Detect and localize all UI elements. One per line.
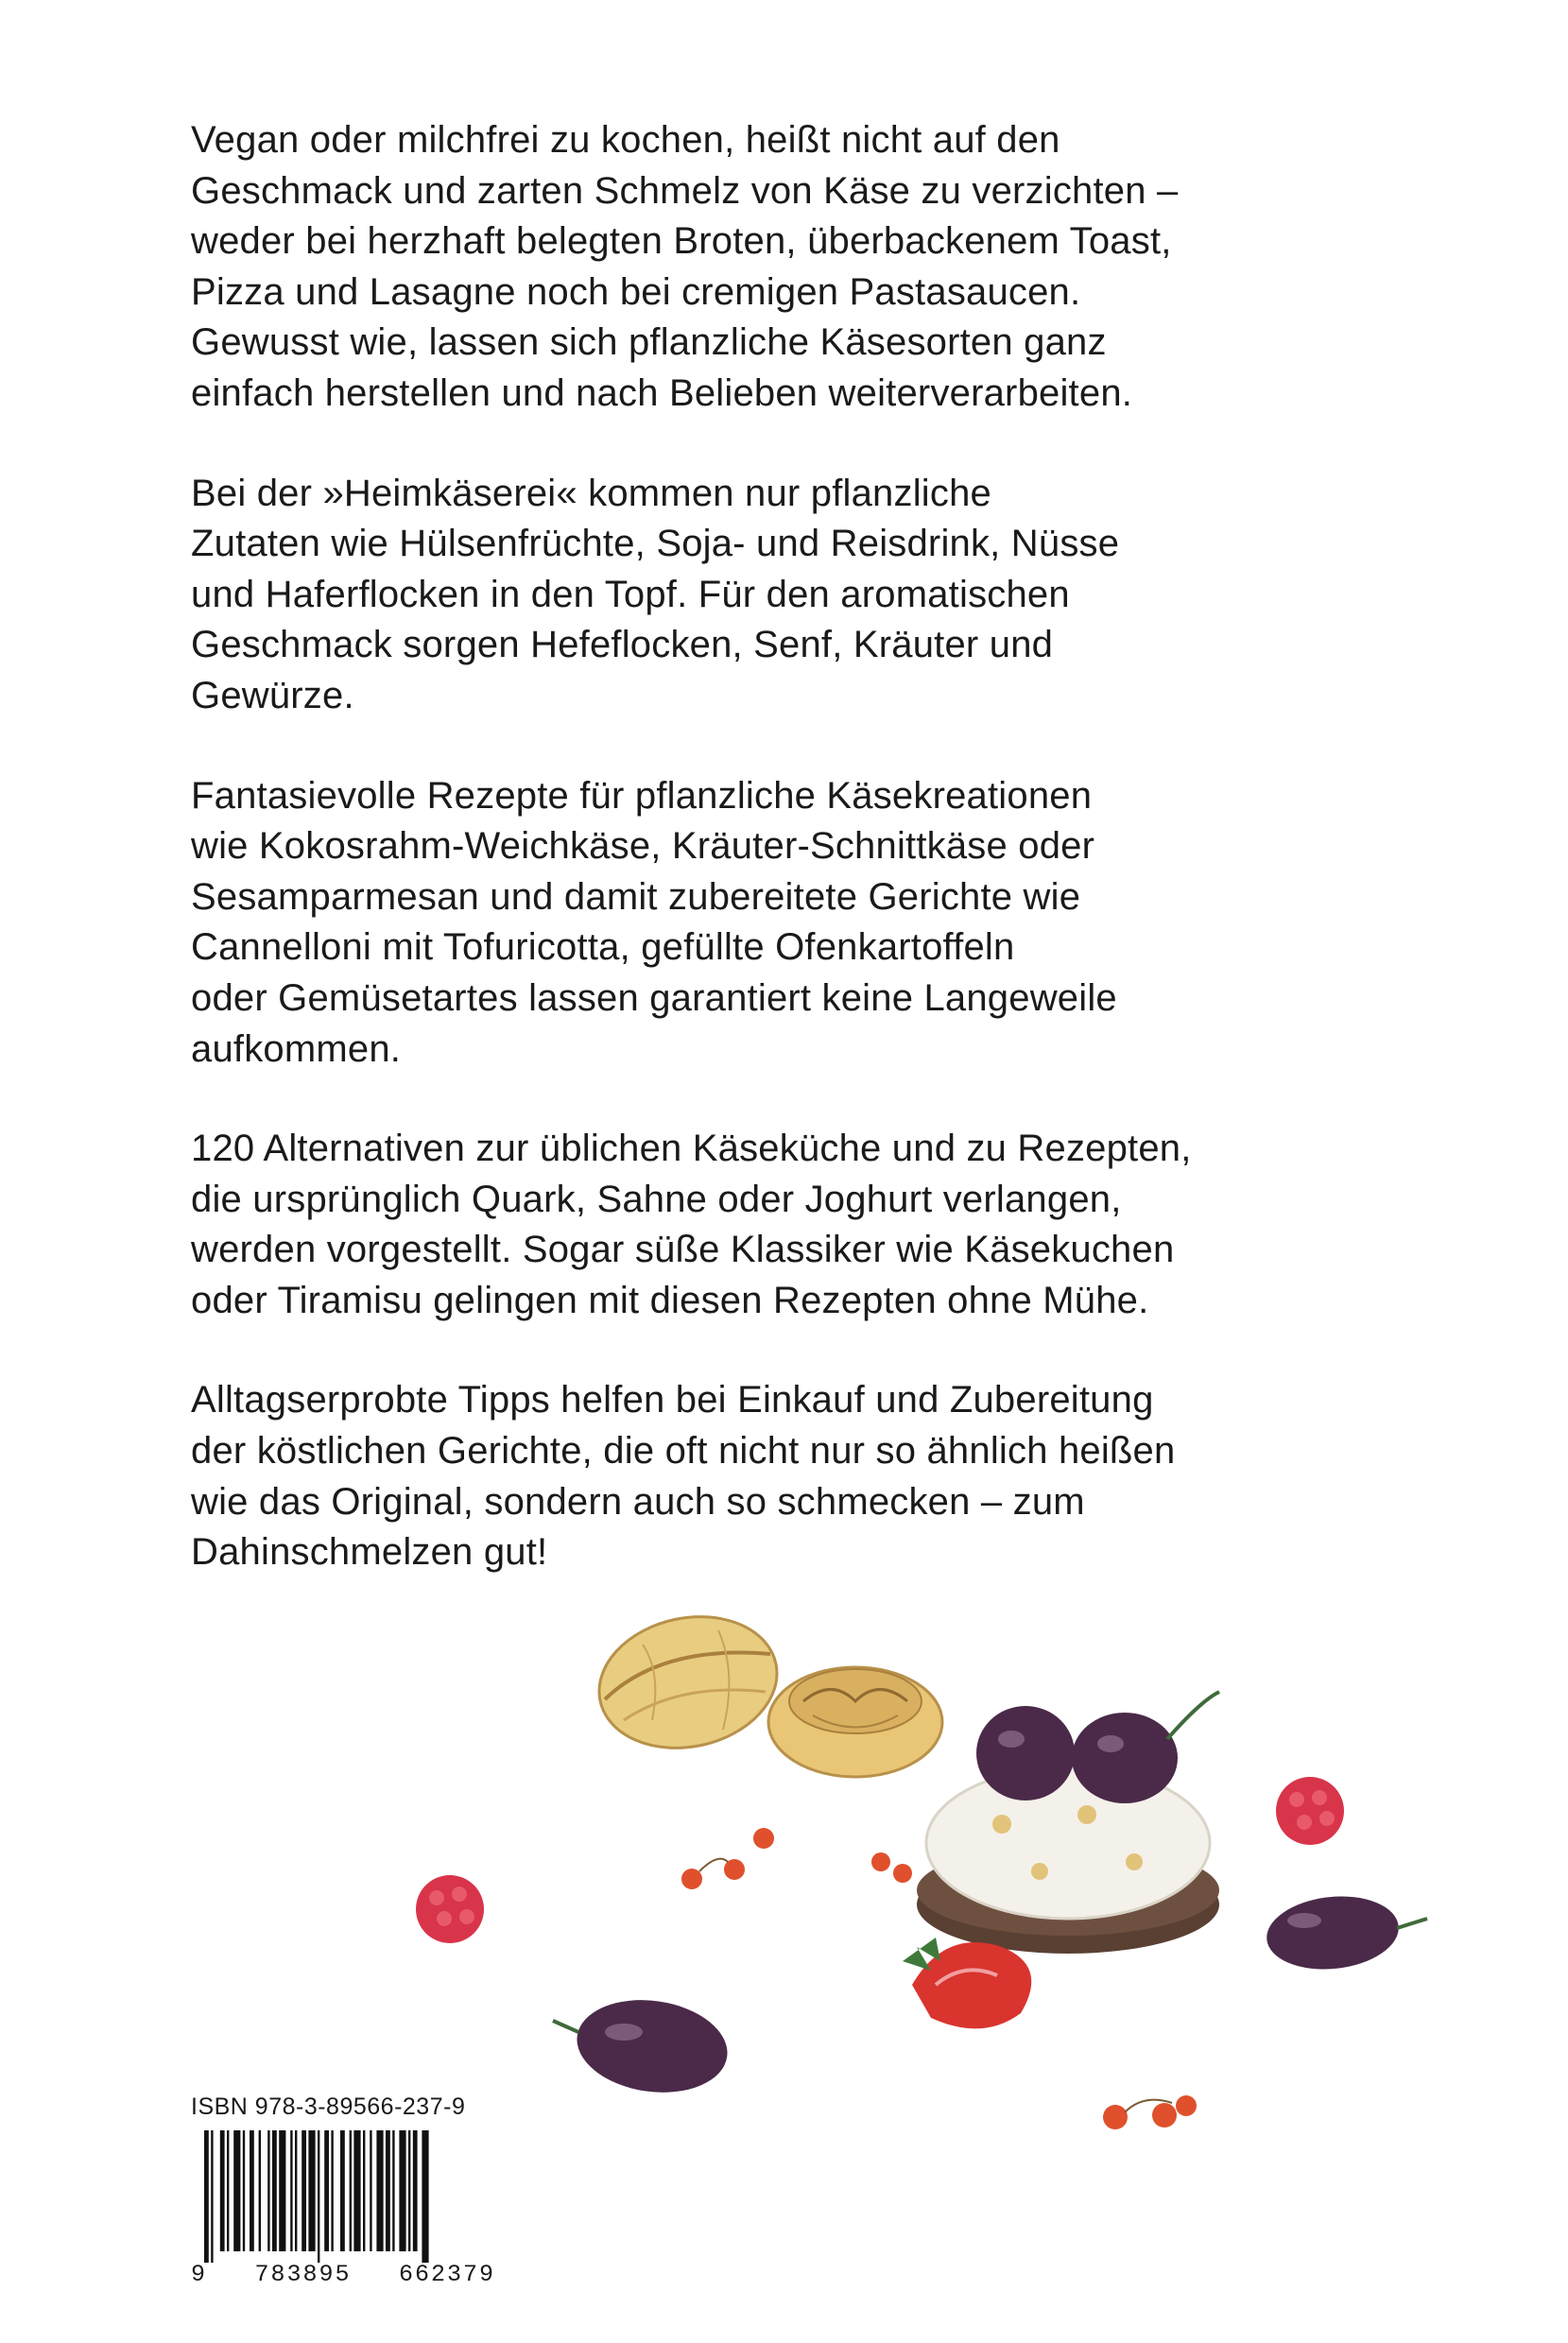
blurb-text [191, 115, 1420, 1628]
barcode-bar [220, 2130, 225, 2251]
text-line: Vegan oder milchfrei zu kochen, heißt nicht auf den [191, 119, 1060, 161]
barcode-bar [279, 2130, 285, 2251]
text-line: werden vorgestellt. Sogar süße Klassiker wie Käsekuchen [191, 1229, 1175, 1271]
barcode-bar [363, 2130, 365, 2251]
plum-bottom [553, 1990, 733, 2101]
text-line: und Haferflocken in den Topf. Für den aromatischen [191, 573, 1070, 615]
isbn-block [191, 2093, 503, 2288]
barcode-bar [408, 2130, 410, 2251]
barcode-bar [386, 2130, 390, 2251]
text-line: weder bei herzhaft belegten Broten, überbackenem Toast, [191, 220, 1172, 263]
paragraph-2 [191, 469, 1420, 722]
raspberry-right [1276, 1777, 1344, 1845]
barcode-bar [370, 2130, 371, 2251]
barcode-bar [295, 2130, 297, 2251]
text-line: aufkommen. [191, 1027, 402, 1070]
strawberry [903, 1938, 1031, 2028]
barcode-bar [243, 2130, 245, 2251]
text-line: oder Tiramisu gelingen mit diesen Rezepten ohne Mühe. [191, 1279, 1149, 1321]
isbn-number: ISBN 978-3-89566-237-9 [191, 2093, 466, 2120]
barcode-bar [331, 2130, 333, 2251]
text-line: der köstlichen Gerichte, die oft nicht nur so ähnlich heißen [191, 1430, 1176, 1473]
barcode-digit-group: 9 [191, 2261, 208, 2288]
barcode-bar [392, 2130, 394, 2251]
text-line: Sesamparmesan und damit zubereitete Gerichte wie [191, 875, 1081, 918]
barcode-bar [267, 2130, 269, 2251]
text-line: die ursprünglich Quark, Sahne oder Joghurt verlangen, [191, 1178, 1122, 1220]
barcode-bar [376, 2130, 383, 2251]
cheesecake-tart [917, 1692, 1219, 1954]
text-line: Geschmack und zarten Schmelz von Käse zu verzichten – [191, 169, 1179, 212]
barcode-bar [353, 2130, 360, 2251]
barcode-bar [290, 2130, 292, 2251]
barcode-bar [340, 2130, 345, 2251]
barcode-digit-group: 662379 [398, 2261, 495, 2288]
barcode [191, 2130, 495, 2263]
text-line: Zutaten wie Hülsenfrüchte, Soja- und Reisdrink, Nüsse [191, 523, 1120, 565]
barcode-bar [233, 2130, 240, 2251]
barcode-bar [318, 2130, 319, 2263]
barcode-bar [250, 2130, 254, 2251]
paragraph-1 [191, 115, 1420, 420]
text-line: Gewürze. [191, 674, 354, 716]
text-line: oder Gemüsetartes lassen garantiert keine Langeweile [191, 976, 1117, 1019]
barcode-bar [399, 2130, 405, 2251]
text-line: wie das Original, sondern auch so schmecken – zum [191, 1480, 1085, 1523]
plum-right [1263, 1890, 1427, 1975]
orange-berries-left [681, 1828, 912, 1889]
barcode-bar [259, 2130, 261, 2251]
text-line: Gewusst wie, lassen sich pflanzliche Käsesorten ganz [191, 321, 1107, 364]
text-line: Cannelloni mit Tofuricotta, gefüllte Ofenkartoffeln [191, 926, 1015, 969]
text-line: Bei der »Heimkäserei« kommen nur pflanzliche [191, 472, 991, 514]
barcode-digit-group: 783895 [254, 2261, 352, 2288]
paragraph-5 [191, 1375, 1420, 1577]
text-line: Alltagserprobte Tipps helfen bei Einkauf und Zubereitung [191, 1379, 1154, 1421]
text-line: Pizza und Lasagne noch bei cremigen Pastasaucen. [191, 270, 1081, 313]
text-line: wie Kokosrahm-Weichkäse, Kräuter-Schnittkäse oder [191, 825, 1095, 868]
barcode-bar [211, 2130, 213, 2263]
barcode-bar [350, 2130, 352, 2251]
walnut-half [768, 1667, 942, 1777]
text-line: Fantasievolle Rezepte für pflanzliche Käsekreationen [191, 774, 1093, 817]
barcode-bar [204, 2130, 209, 2263]
barcode-bar [413, 2130, 418, 2251]
text-line: 120 Alternativen zur üblichen Käseküche und zu Rezepten, [191, 1128, 1192, 1170]
orange-berries-bottom [1103, 2095, 1197, 2129]
paragraph-3 [191, 771, 1420, 1076]
barcode-bar [272, 2130, 277, 2251]
barcode-bar [422, 2130, 428, 2263]
walnut-whole [587, 1601, 789, 1765]
text-line: Geschmack sorgen Hefeflocken, Senf, Kräuter und [191, 624, 1054, 666]
barcode-digits [191, 2261, 495, 2288]
raspberry-left [416, 1875, 484, 1943]
paragraph-4 [191, 1124, 1420, 1326]
barcode-bar [227, 2130, 229, 2251]
barcode-bar [324, 2130, 329, 2251]
barcode-bar [308, 2130, 315, 2251]
text-line: Dahinschmelzen gut! [191, 1531, 548, 1574]
text-line: einfach herstellen und nach Belieben weiterverarbeiten. [191, 371, 1133, 414]
barcode-bar [302, 2130, 306, 2251]
